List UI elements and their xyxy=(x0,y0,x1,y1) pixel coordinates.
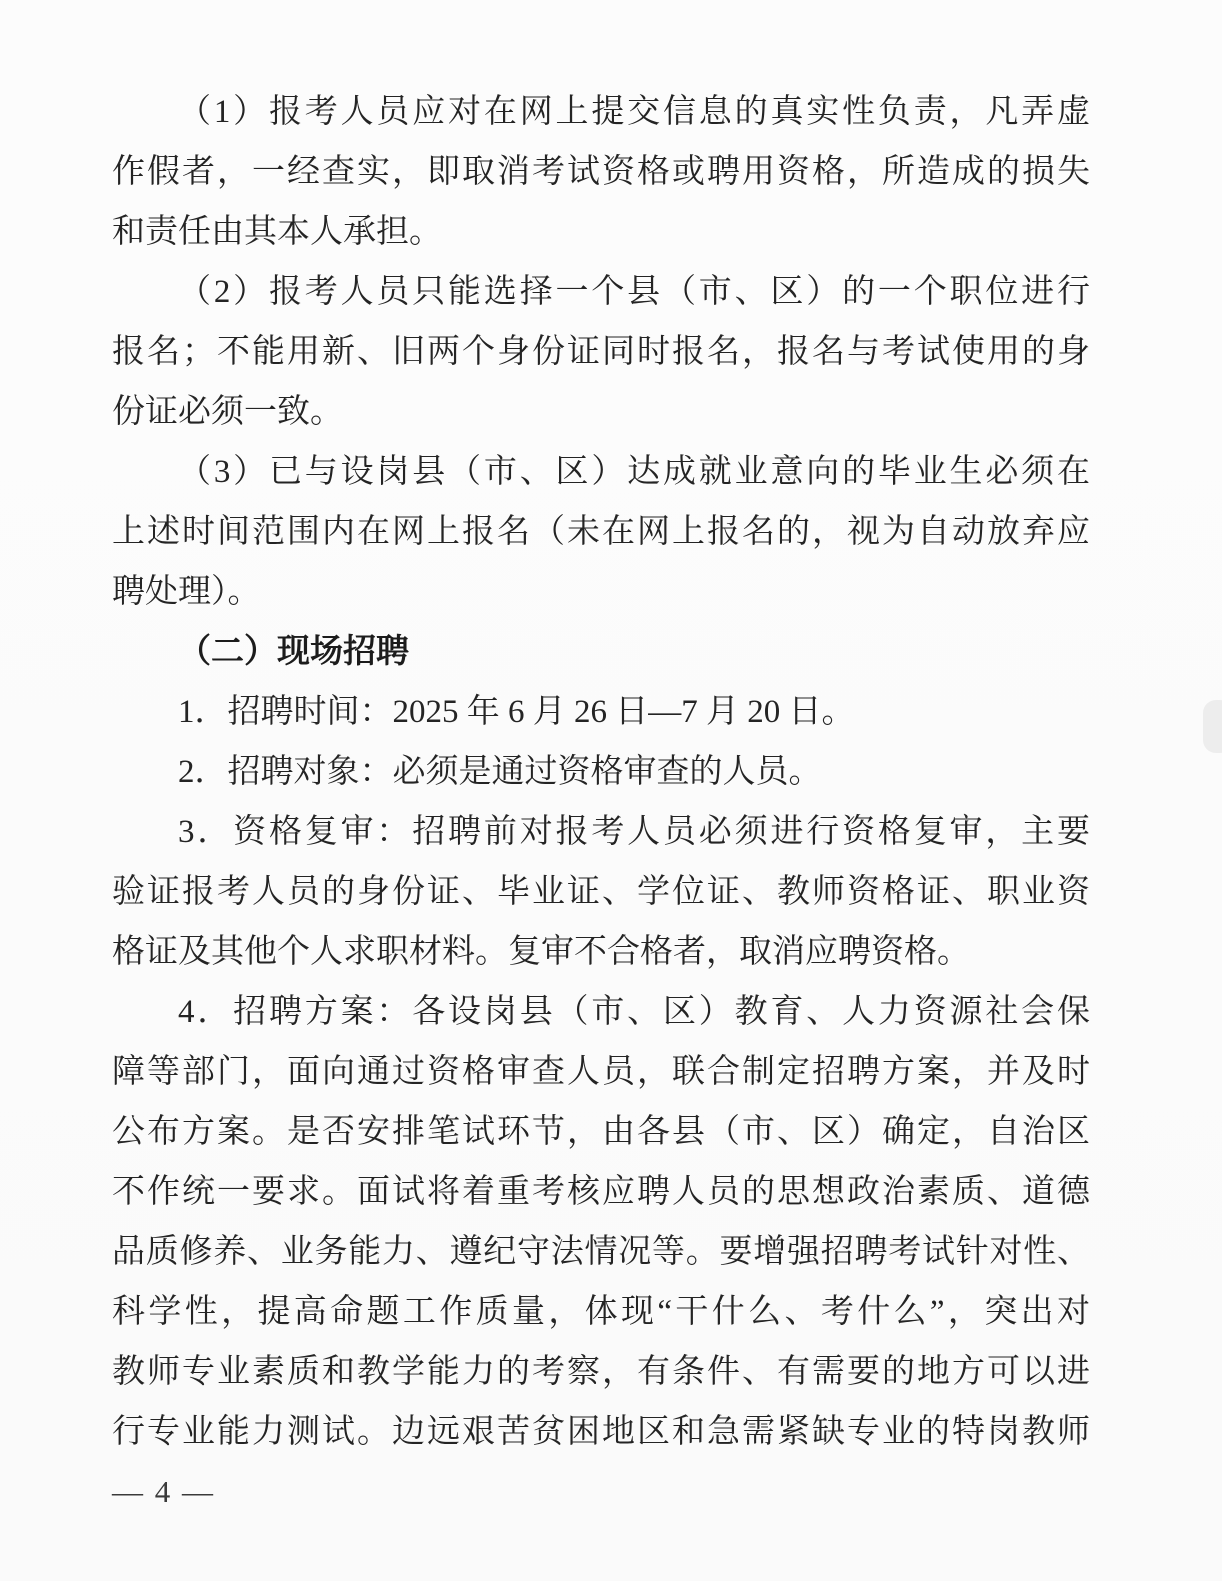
text-line: 报名；不能用新、旧两个身份证同时报名，报名与考试使用的身 xyxy=(112,334,1090,370)
text-line: 格证及其他个人求职材料。复审不合格者，取消应聘资格。 xyxy=(112,934,970,970)
text-line: 科学性，提高命题工作质量，体现“干什么、考什么”，突出对 xyxy=(112,1294,1090,1330)
text-line: 份证必须一致。 xyxy=(112,394,343,430)
text-line: （1）报考人员应对在网上提交信息的真实性负责，凡弄虚 xyxy=(178,94,1090,130)
page-number: — 4 — xyxy=(112,1474,215,1509)
section-heading: （二）现场招聘 xyxy=(178,634,409,670)
text-line: 不作统一要求。面试将着重考核应聘人员的思想政治素质、道德 xyxy=(112,1174,1090,1210)
text-line: 上述时间范围内在网上报名（未在网上报名的，视为自动放弃应 xyxy=(112,514,1090,550)
text-line: 教师专业素质和教学能力的考察，有条件、有需要的地方可以进 xyxy=(112,1354,1090,1390)
text-line: （2）报考人员只能选择一个县（市、区）的一个职位进行 xyxy=(178,274,1090,310)
text-line: 2．招聘对象：必须是通过资格审查的人员。 xyxy=(178,754,822,790)
text-line: 障等部门，面向通过资格审查人员，联合制定招聘方案，并及时 xyxy=(112,1054,1090,1090)
text-line: 作假者，一经查实，即取消考试资格或聘用资格，所造成的损失 xyxy=(112,154,1090,190)
scrollbar-thumb[interactable] xyxy=(1203,700,1222,753)
text-line: 1．招聘时间：2025 年 6 月 26 日—7 月 20 日。 xyxy=(178,694,855,730)
text-line: 和责任由其本人承担。 xyxy=(112,214,442,250)
text-line: 4．招聘方案：各设岗县（市、区）教育、人力资源社会保 xyxy=(178,994,1090,1030)
text-line: 行专业能力测试。边远艰苦贫困地区和急需紧缺专业的特岗教师 xyxy=(112,1414,1090,1450)
document-body xyxy=(112,82,1090,1462)
text-line: 聘处理）。 xyxy=(112,574,261,610)
text-line: 3．资格复审：招聘前对报考人员必须进行资格复审，主要 xyxy=(178,814,1090,850)
text-line: （3）已与设岗县（市、区）达成就业意向的毕业生必须在 xyxy=(178,454,1090,490)
text-line: 公布方案。是否安排笔试环节，由各县（市、区）确定，自治区 xyxy=(112,1114,1090,1150)
text-line: 验证报考人员的身份证、毕业证、学位证、教师资格证、职业资 xyxy=(112,874,1090,910)
text-line: 品质修养、业务能力、遵纪守法情况等。要增强招聘考试针对性、 xyxy=(112,1234,1090,1270)
